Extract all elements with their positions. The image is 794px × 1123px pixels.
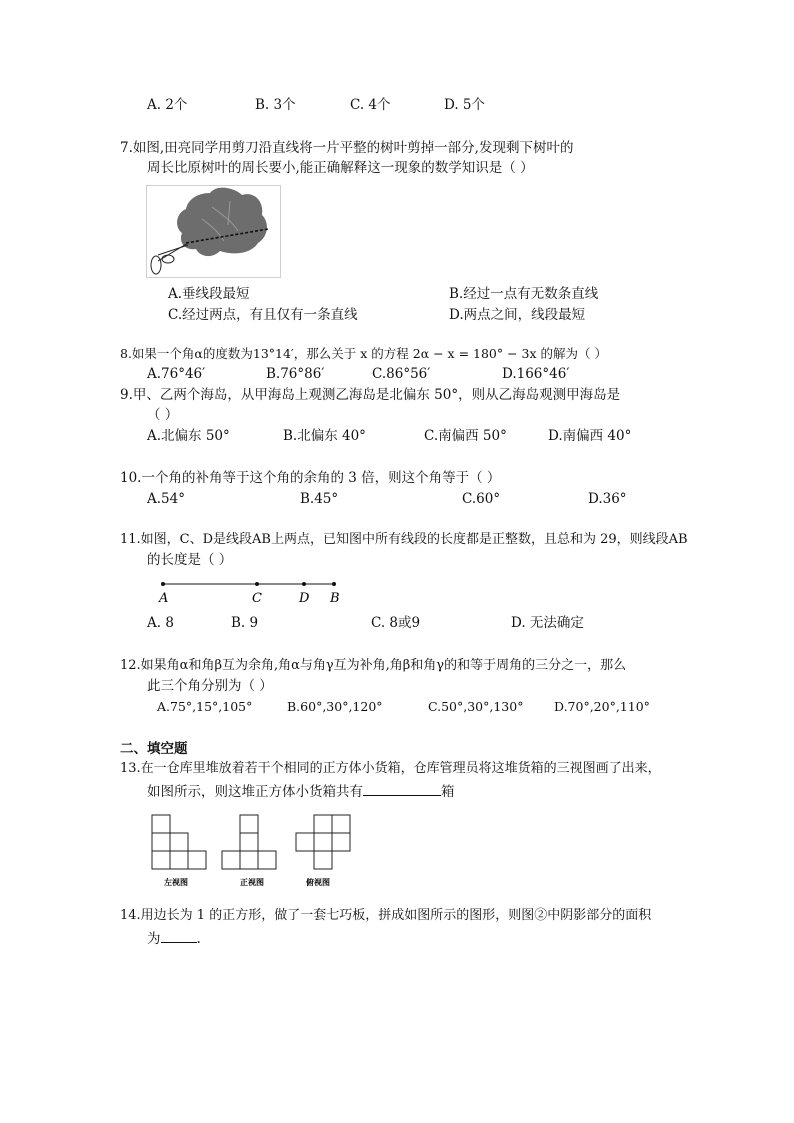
segment-ab-figure — [150, 576, 350, 606]
q12-option-a: A.75°,15°,105° — [157, 699, 253, 714]
left-view-label: 左视图 — [164, 878, 188, 887]
q9-option-a: A.北偏东 50° — [147, 428, 230, 444]
q6-option-b: B. 3个 — [255, 97, 296, 113]
point-d-label: D — [299, 591, 310, 606]
front-view-grid — [222, 815, 276, 869]
front-view-label: 正视图 — [240, 878, 264, 887]
left-view-grid — [152, 815, 206, 869]
q13-line2 — [147, 781, 455, 801]
q10-option-b: B.45° — [300, 491, 339, 507]
three-views-figure — [146, 812, 366, 888]
q7-option-d: D.两点之间，线段最短 — [449, 307, 586, 323]
q11-option-c: C. 8或9 — [371, 615, 421, 631]
q14-line2-suffix: . — [196, 931, 201, 947]
q11-line2: 的长度是（ ） — [147, 552, 233, 568]
q6-option-d: D. 5个 — [444, 97, 486, 113]
point-c-label: C — [252, 591, 262, 606]
q12-line1: 12.如果角α和角β互为余角,角α与角γ互为补角,角β和角γ的和等于周角的三分之一，那么 — [120, 658, 627, 673]
q14-line2 — [147, 928, 201, 948]
top-view-label: 俯视图 — [306, 878, 330, 887]
q14-answer-blank[interactable] — [161, 928, 197, 943]
q11-line1: 11.如图，C、D是线段AB上两点，已知图中所有线段的长度都是正整数，且总和为 29，则线段AB — [120, 532, 688, 547]
q13-line2-prefix: 如图所示，则这堆正方体小货箱共有 — [147, 784, 363, 800]
q11-option-a: A. 8 — [147, 615, 174, 631]
q14-line2-prefix: 为 — [147, 931, 161, 947]
q13-answer-blank[interactable] — [363, 781, 441, 796]
q7-option-a: A.垂线段最短 — [168, 286, 250, 302]
q14-line1: 14.用边长为 1 的正方形，做了一套七巧板，拼成如图所示的图形，则图②中阴影部分的面积 — [120, 908, 652, 923]
point-a-label: A — [159, 591, 169, 606]
q12-line2: 此三个角分别为（ ） — [147, 678, 273, 694]
q8-option-b: B.76°86′ — [266, 366, 325, 382]
q8-option-d: D.166°46′ — [502, 366, 570, 382]
section-heading: 二、填空题 — [120, 741, 188, 757]
q13-line2-suffix: 箱 — [441, 784, 455, 800]
q12-option-c: C.50°,30°,130° — [428, 699, 524, 714]
q7-line1: 7.如图,田亮同学用剪刀沿直线将一片平整的树叶剪掉一部分,发现剩下树叶的 — [120, 140, 574, 156]
q12-option-d: D.70°,20°,110° — [554, 699, 650, 714]
q6-option-a: A. 2个 — [147, 97, 188, 113]
q9-option-c: C.南偏西 50° — [424, 428, 507, 444]
q12-option-b: B.60°,30°,120° — [287, 699, 383, 714]
q10-option-c: C.60° — [462, 491, 501, 507]
q13-line1: 13.在一仓库里堆放着若干个相同的正方体小货箱，仓库管理员将这堆货箱的三视图画了出来， — [120, 761, 661, 776]
q7-option-c: C.经过两点，有且仅有一条直线 — [168, 307, 358, 323]
q9-option-d: D.南偏西 40° — [548, 428, 632, 444]
q10-text: 10.一个角的补角等于这个角的余角的 3 倍，则这个角等于（ ） — [120, 470, 501, 486]
q10-option-a: A.54° — [147, 491, 185, 507]
q9-line1: 9.甲、乙两个海岛，从甲海岛上观测乙海岛是北偏东 50°，则从乙海岛观测甲海岛是 — [120, 387, 621, 403]
q9-line2: （ ） — [147, 407, 179, 423]
top-view-grid — [296, 815, 350, 869]
q8-option-c: C.86°56′ — [372, 366, 431, 382]
q7-line2: 周长比原树叶的周长要小,能正确解释这一现象的数学知识是（ ） — [147, 160, 534, 176]
q8-text: 8.如果一个角α的度数为13°14′，那么关于 x 的方程 2α − x = 180° − 3x 的解为（ ） — [120, 346, 608, 361]
point-b-label: B — [330, 591, 340, 606]
q9-option-b: B.北偏东 40° — [283, 428, 366, 444]
q7-option-b: B.经过一点有无数条直线 — [449, 286, 599, 302]
leaf-scissors-figure — [146, 185, 282, 279]
q8-option-a: A.76°46′ — [147, 366, 206, 382]
q11-option-b: B. 9 — [231, 615, 259, 631]
q11-option-d: D. 无法确定 — [511, 615, 584, 631]
q6-option-c: C. 4个 — [350, 97, 391, 113]
q10-option-d: D.36° — [588, 491, 627, 507]
